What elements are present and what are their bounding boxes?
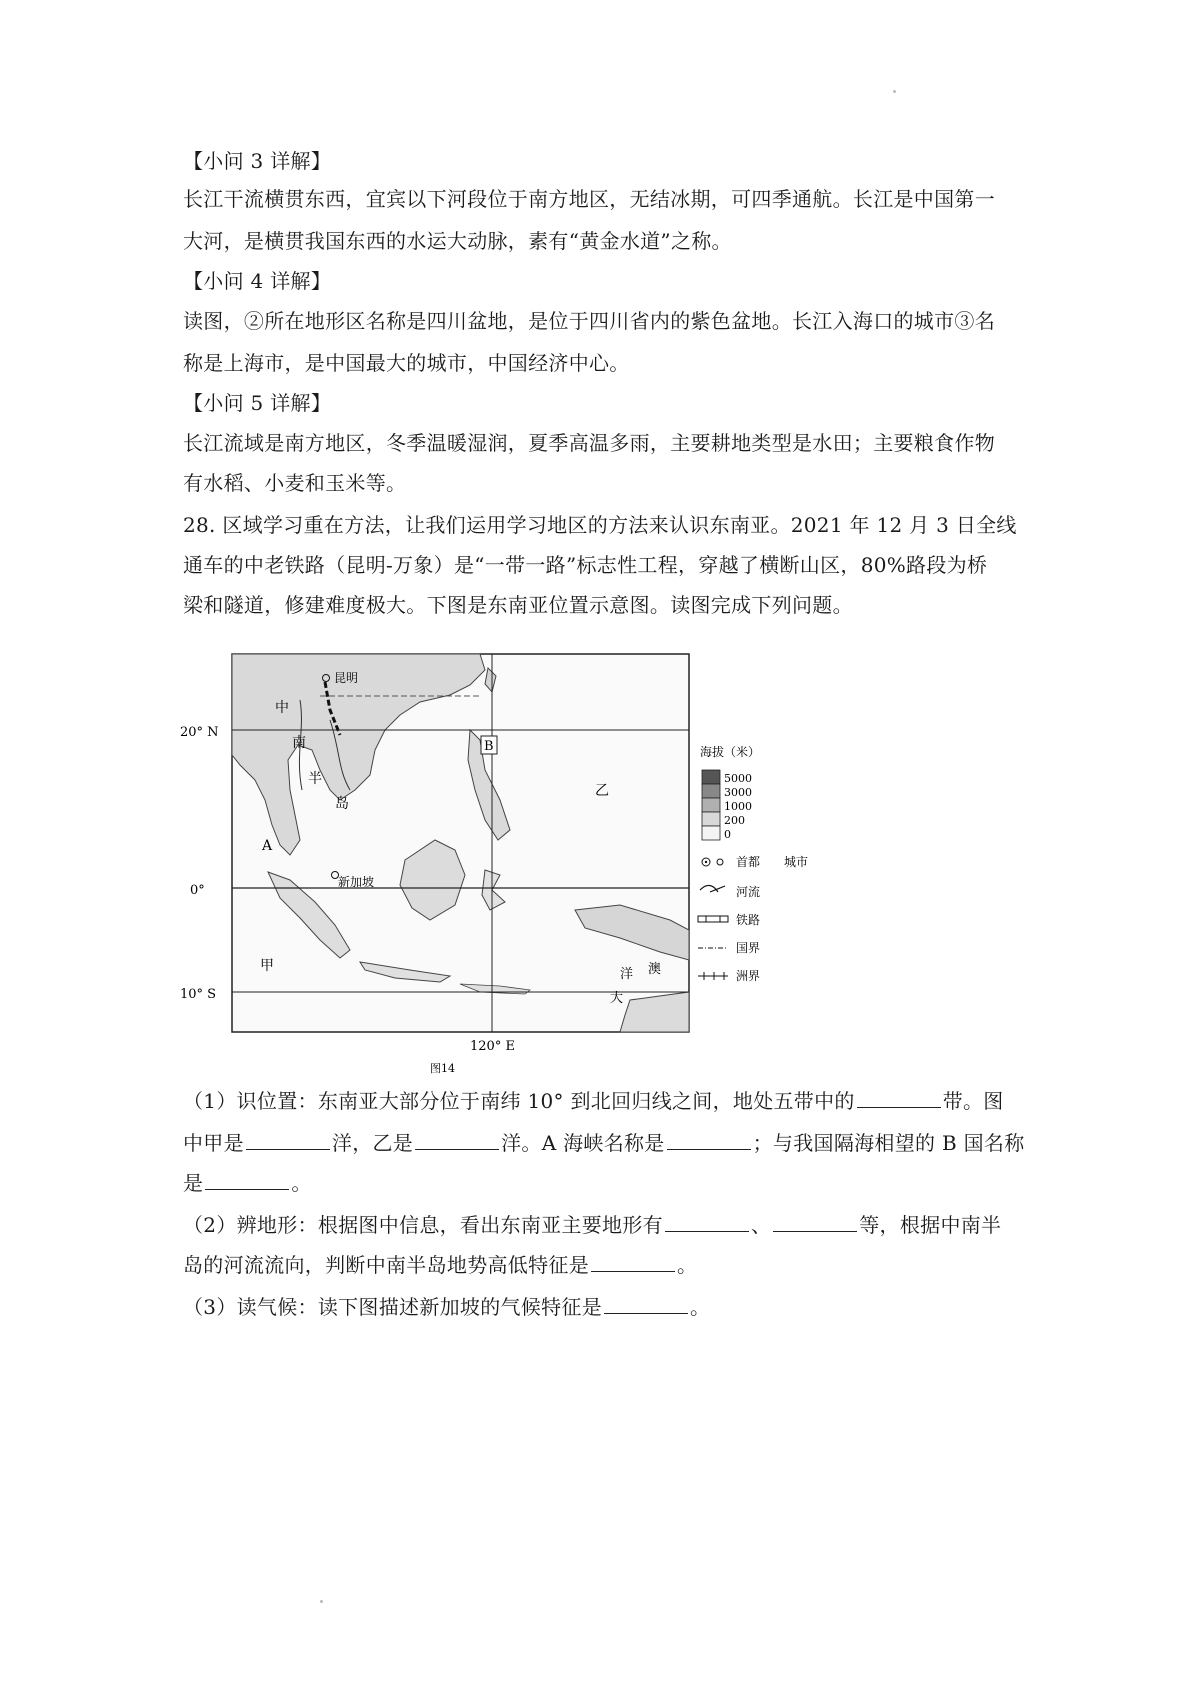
answer-blank-ocean-yi[interactable] [415, 1129, 499, 1150]
australia-label-ao: 澳 [648, 962, 662, 977]
legend-level-0: 0 [724, 828, 731, 841]
q4-title: 【小问 4 详解】 [183, 269, 332, 293]
legend-capital-label: 首都 [736, 855, 761, 869]
zhongnan-label-ban: 半 [308, 771, 322, 787]
q3-title: 【小问 3 详解】 [183, 149, 332, 173]
lon-120e-label: 120° E [470, 1039, 515, 1054]
legend-swatch-0 [702, 826, 720, 840]
scan-dot [320, 1600, 323, 1603]
q2-text-d: 岛的河流流向，判断中南半岛地势高低特征是 [183, 1253, 589, 1277]
legend-level-3000: 3000 [724, 786, 752, 799]
answer-blank-climate[interactable] [604, 1293, 688, 1314]
q28-line-1: 28. 区域学习重在方法，让我们运用学习地区的方法来认识东南亚。2021 年 12 月 3 日全线 [183, 513, 1017, 537]
legend-railway-label: 铁路 [736, 913, 761, 927]
q1-text-a: （1）识位置：东南亚大部分位于南纬 10° 到北回归线之间，地处五带中的 [183, 1089, 855, 1113]
q1-text-h: 。 [291, 1171, 312, 1195]
legend-swatch-200 [702, 812, 720, 826]
zhongnan-label-zhong: 中 [275, 700, 289, 716]
country-b-label: B [484, 739, 494, 754]
zhongnan-label-dao: 岛 [335, 796, 349, 812]
legend-river-label: 河流 [736, 885, 761, 899]
ocean-yi-label: 乙 [595, 783, 609, 799]
q2-text-b: 、 [750, 1213, 772, 1237]
figure-caption: 图14 [430, 1062, 455, 1075]
q2-text-e: 。 [677, 1253, 698, 1277]
q5-line-2: 有水稻、小麦和玉米等。 [183, 471, 407, 495]
legend-continent-label: 洲界 [736, 969, 761, 983]
q28-line-2: 通车的中老铁路（昆明-万象）是“一带一路”标志性工程，穿越了横断山区，80%路段为桥 [183, 553, 988, 577]
legend-level-5000: 5000 [724, 772, 752, 785]
city-icon [717, 859, 723, 865]
answer-blank-country-b[interactable] [205, 1169, 289, 1190]
answer-blank-zone[interactable] [857, 1087, 941, 1108]
answer-blank-terrain-1[interactable] [665, 1211, 749, 1232]
scan-dot [893, 90, 896, 93]
lat-20n-label: 20° N [180, 725, 219, 740]
question-1-line-3 [183, 1166, 1033, 1200]
question-1-line-2 [183, 1126, 1033, 1160]
australia-label-da: 大 [610, 991, 624, 1006]
q1-text-d: 洋，乙是 [331, 1131, 414, 1155]
legend-city-label: 城市 [784, 855, 809, 869]
australia-label-yang: 洋 [620, 967, 634, 982]
q1-text-f: ；与我国隔海相望的 B 国名称 [752, 1131, 1025, 1155]
q1-text-e: 洋。A 海峡名称是 [501, 1131, 665, 1155]
q2-text-a: （2）辨地形：根据图中信息，看出东南亚主要地形有 [183, 1213, 663, 1237]
q28-line-3: 梁和隧道，修建难度极大。下图是东南亚位置示意图。读图完成下列问题。 [183, 593, 853, 617]
lat-0-label: 0° [190, 883, 205, 898]
q2-text-c: 等，根据中南半 [859, 1213, 1002, 1237]
strait-a-label: A [262, 838, 273, 854]
question-2-line-1 [183, 1208, 1033, 1242]
legend-level-1000: 1000 [724, 800, 752, 813]
question-1-line-1 [183, 1084, 1033, 1118]
singapore-label: 新加坡 [338, 875, 375, 889]
question-2-line-2 [183, 1248, 1033, 1282]
zhongnan-label-nan: 南 [292, 735, 306, 751]
q1-text-b: 带。图 [942, 1089, 1004, 1113]
answer-blank-elevation[interactable] [591, 1251, 675, 1272]
answer-blank-strait-a[interactable] [667, 1129, 751, 1150]
legend-swatch-1000 [702, 798, 720, 812]
legend-swatch-5000 [702, 770, 720, 784]
q5-line-1: 长江流域是南方地区，冬季温暖湿润，夏季高温多雨，主要耕地类型是水田；主要粮食作物 [183, 431, 995, 455]
capital-icon-dot [705, 861, 707, 863]
legend-level-200: 200 [724, 814, 745, 827]
question-3-line-1 [183, 1290, 1033, 1324]
q3-line-1: 长江干流横贯东西，宜宾以下河段位于南方地区，无结冰期，可四季通航。长江是中国第一 [183, 187, 995, 211]
map-svg [180, 640, 860, 1075]
q3-text-a: （3）读气候：读下图描述新加坡的气候特征是 [183, 1295, 603, 1319]
legend-border-label: 国界 [736, 941, 761, 955]
southeast-asia-map-figure [180, 640, 860, 1075]
river-icon [700, 885, 725, 892]
lat-10s-label: 10° S [180, 987, 217, 1002]
q4-line-1: 读图，②所在地形区名称是四川盆地，是位于四川省内的紫色盆地。长江入海口的城市③名 [183, 309, 995, 333]
railway-icon [698, 916, 728, 922]
q1-text-g: 是 [183, 1171, 204, 1195]
ocean-jia-label: 甲 [260, 958, 274, 974]
legend-swatch-3000 [702, 784, 720, 798]
answer-blank-ocean-jia[interactable] [246, 1129, 330, 1150]
q3-text-b: 。 [690, 1295, 711, 1319]
q4-line-2: 称是上海市，是中国最大的城市，中国经济中心。 [183, 351, 630, 375]
answer-blank-terrain-2[interactable] [773, 1211, 857, 1232]
q5-title: 【小问 5 详解】 [183, 391, 332, 415]
kunming-label: 昆明 [334, 671, 359, 685]
legend-title: 海拔（米） [700, 745, 761, 759]
q3-line-2: 大河，是横贯我国东西的水运大动脉，素有“黄金水道”之称。 [183, 229, 732, 253]
q1-text-c: 中甲是 [183, 1131, 244, 1155]
